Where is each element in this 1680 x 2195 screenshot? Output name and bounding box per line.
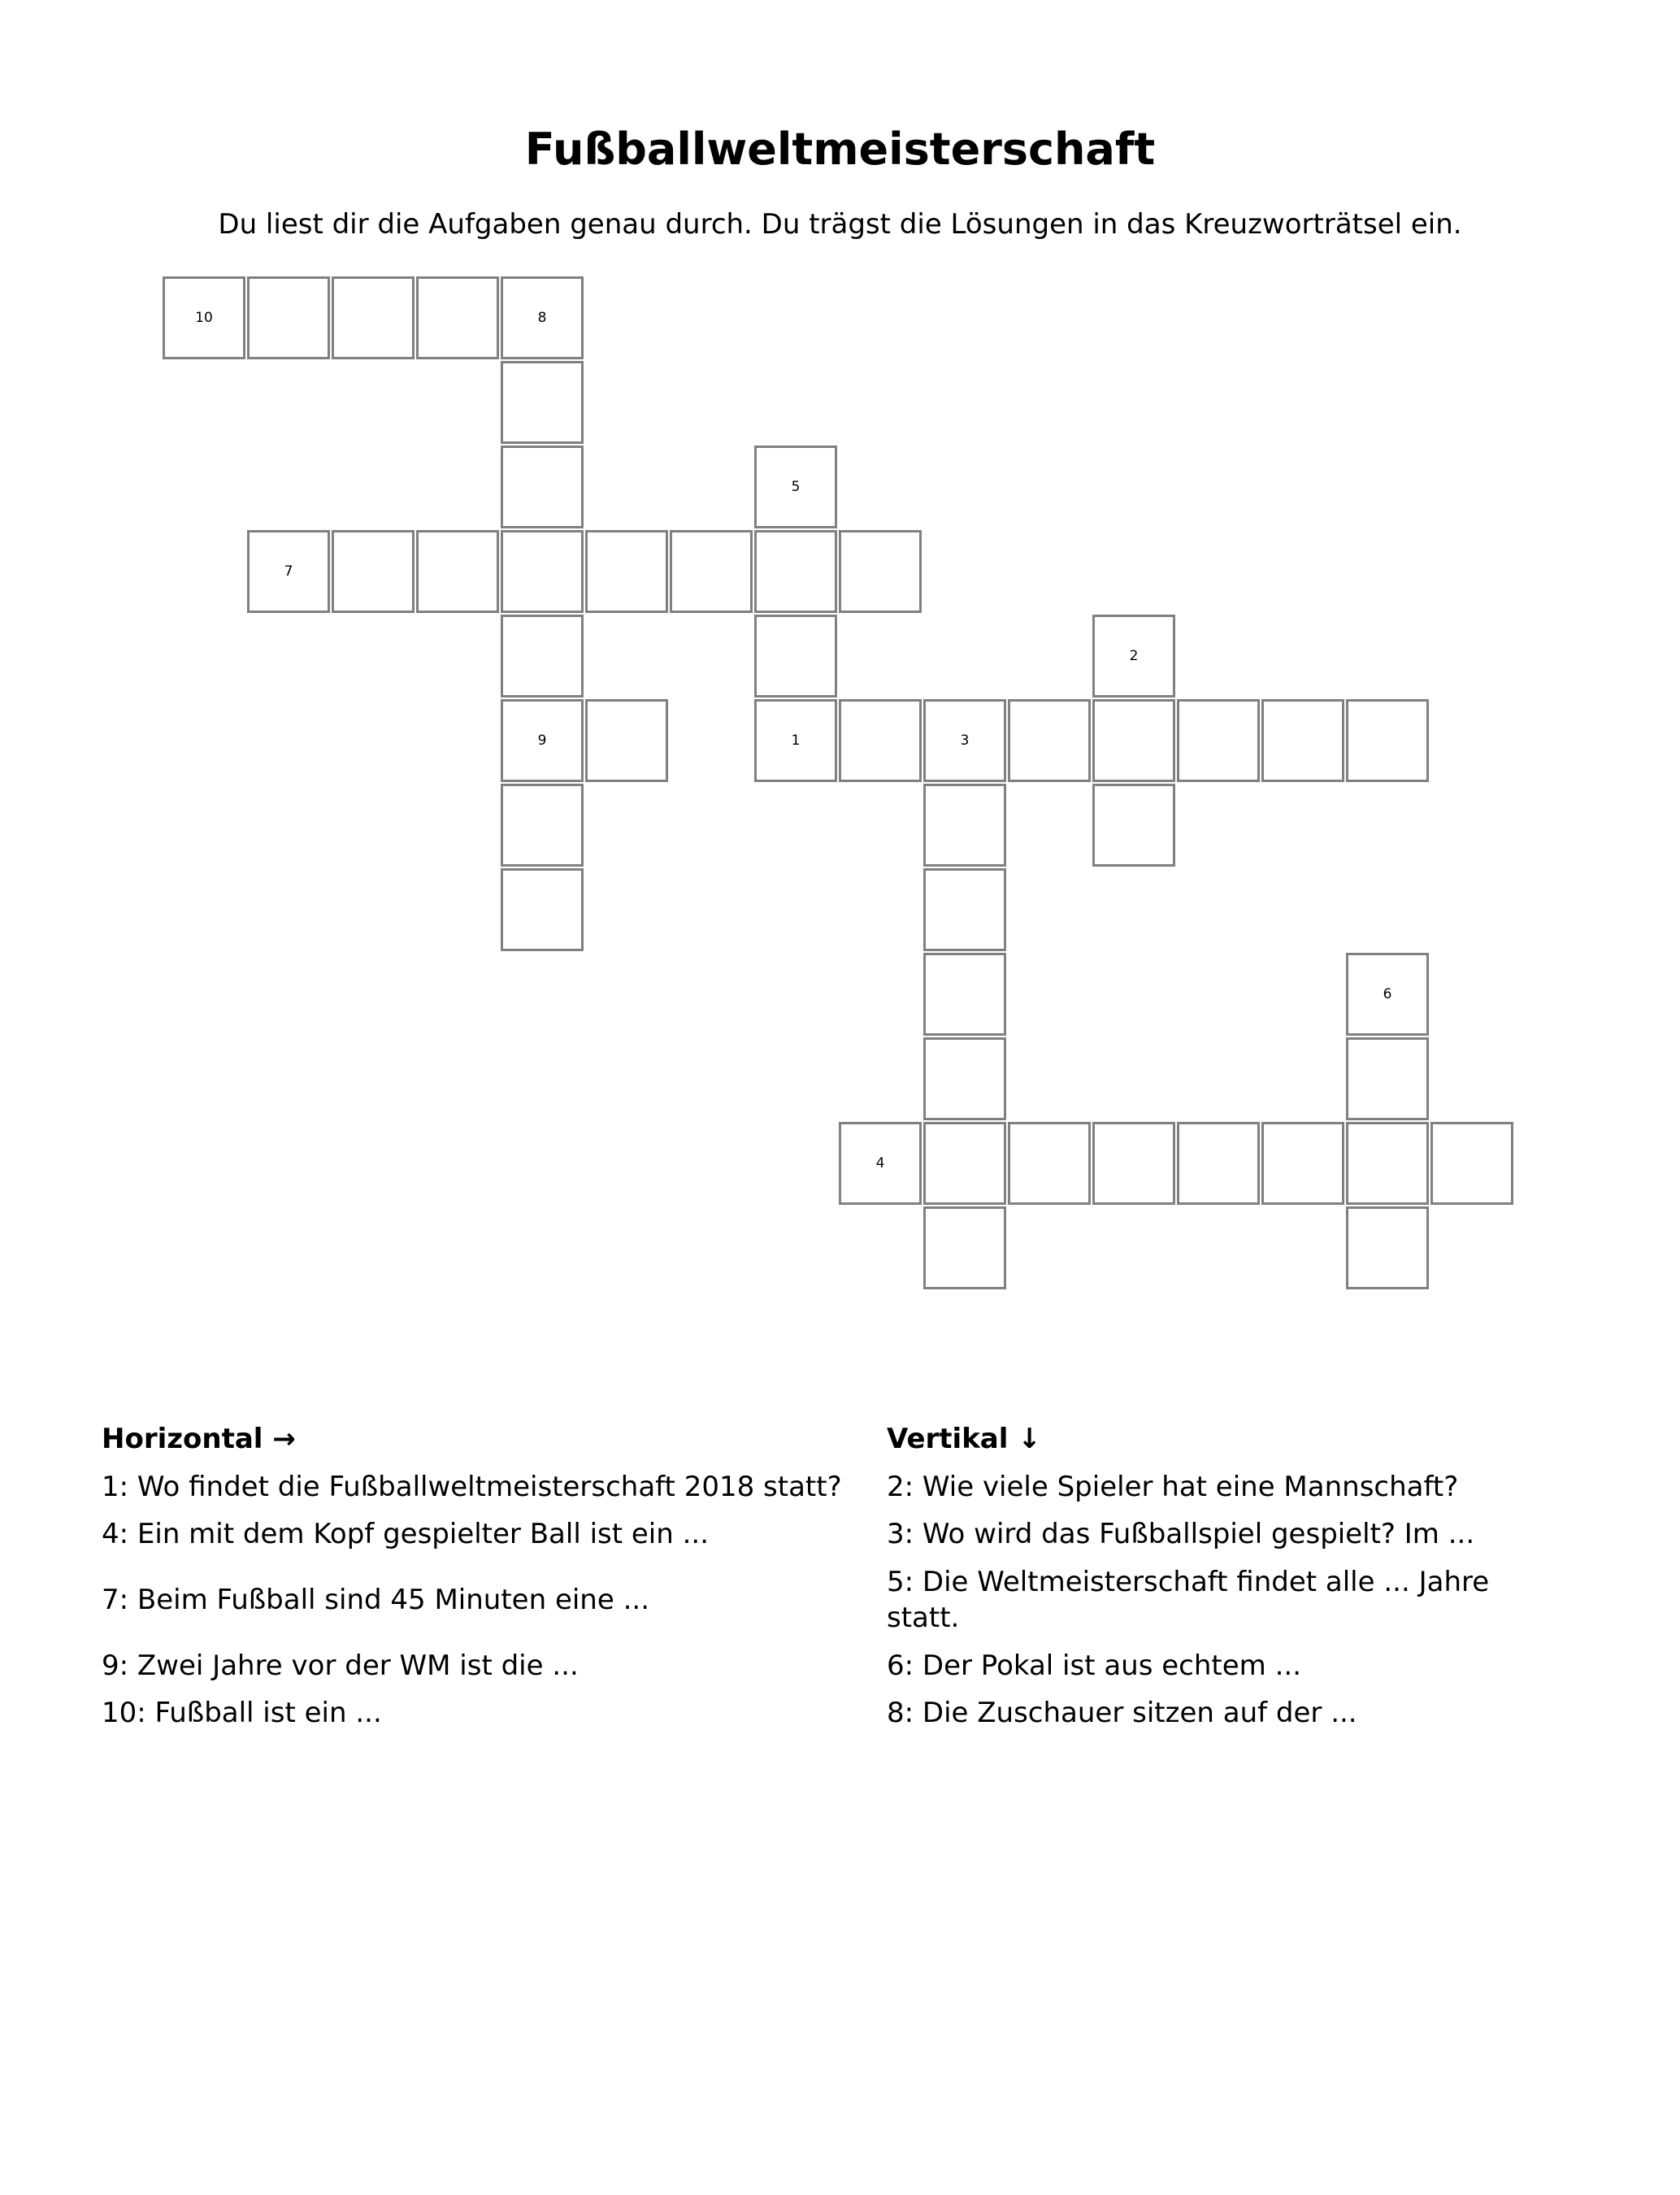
crossword-cell[interactable] [754, 615, 837, 698]
clue-number: 1 [791, 732, 801, 749]
clues-horizontal-heading: Horizontal → [102, 1423, 296, 1455]
clues-horizontal-list [102, 1463, 866, 1736]
clue-vertical-3: 3: Wo wird das Fußballspiel gespielt? Im ... [887, 1518, 1475, 1550]
clue-number: 9 [537, 732, 547, 749]
crossword-cell[interactable] [1346, 699, 1429, 782]
crossword-cell[interactable] [923, 1037, 1006, 1120]
crossword-cell[interactable] [754, 699, 837, 782]
clue-vertical-5: 5: Die Weltmeisterschaft findet alle ... Jahre statt. [887, 1566, 1490, 1634]
crossword-cell[interactable] [1092, 615, 1175, 698]
clue-vertical-6: 6: Der Pokal ist aus echtem ... [887, 1650, 1302, 1682]
crossword-cell[interactable] [501, 699, 584, 782]
clue-horizontal-9: 9: Zwei Jahre vor der WM ist die ... [102, 1650, 579, 1682]
clue-horizontal-10: 10: Fußball ist ein ... [102, 1697, 382, 1729]
clues-vertical [887, 1421, 1561, 1736]
clue-number: 8 [537, 310, 547, 326]
crossword-cell[interactable] [247, 530, 330, 613]
crossword-cell[interactable] [1346, 953, 1429, 1036]
crossword-cell[interactable] [839, 1122, 922, 1205]
crossword-cell[interactable] [670, 530, 753, 613]
crossword-cell[interactable] [1261, 699, 1344, 782]
crossword-cell[interactable] [839, 530, 922, 613]
clues-vertical-list [887, 1463, 1561, 1736]
crossword-cell[interactable] [501, 868, 584, 951]
clue-number: 2 [1129, 648, 1139, 664]
crossword-cell[interactable] [332, 276, 415, 359]
clues-vertical-heading: Vertikal ↓ [887, 1423, 1041, 1455]
clue-number: 3 [960, 732, 970, 749]
crossword-cell[interactable] [1261, 1122, 1344, 1205]
instructions-text: Du liest dir die Aufgaben genau durch. Du trägst die Lösungen in das Kreuzworträtsel ein. [218, 208, 1462, 241]
clue-number: 7 [284, 563, 293, 580]
crossword-cell[interactable] [1092, 784, 1175, 867]
crossword-cell[interactable] [585, 530, 668, 613]
crossword-cell[interactable] [416, 276, 499, 359]
crossword-cell[interactable] [501, 276, 584, 359]
crossword-cell[interactable] [332, 530, 415, 613]
crossword-cell[interactable] [1177, 1122, 1260, 1205]
crossword-cell[interactable] [163, 276, 245, 359]
crossword-cell[interactable] [1008, 699, 1091, 782]
crossword-cell[interactable] [416, 530, 499, 613]
clues-horizontal [102, 1421, 866, 1736]
clue-number: 5 [791, 479, 801, 495]
clue-vertical-2: 2: Wie viele Spieler hat eine Mannschaft? [887, 1471, 1459, 1503]
clue-horizontal-1: 1: Wo findet die Fußballweltmeisterschaft 2018 statt? [102, 1471, 842, 1503]
crossword-grid [163, 276, 1516, 1293]
crossword-cell[interactable] [923, 699, 1006, 782]
crossword-cell[interactable] [501, 361, 584, 444]
crossword-cell[interactable] [501, 615, 584, 698]
crossword-cell[interactable] [585, 699, 668, 782]
crossword-cell[interactable] [501, 446, 584, 528]
crossword-cell[interactable] [1177, 699, 1260, 782]
clue-horizontal-4: 4: Ein mit dem Kopf gespielter Ball ist ein ... [102, 1518, 710, 1550]
crossword-cell[interactable] [1346, 1206, 1429, 1289]
page-title: Fußballweltmeisterschaft [524, 124, 1156, 175]
clue-vertical-8: 8: Die Zuschauer sitzen auf der ... [887, 1697, 1357, 1729]
clue-number: 10 [195, 310, 213, 326]
clue-horizontal-7: 7: Beim Fußball sind 45 Minuten eine ... [102, 1584, 650, 1616]
crossword-cell[interactable] [1346, 1037, 1429, 1120]
crossword-cell[interactable] [1092, 699, 1175, 782]
crossword-cell[interactable] [1008, 1122, 1091, 1205]
crossword-cell[interactable] [247, 276, 330, 359]
crossword-cell[interactable] [923, 1206, 1006, 1289]
crossword-cell[interactable] [923, 868, 1006, 951]
crossword-cell[interactable] [1346, 1122, 1429, 1205]
crossword-cell[interactable] [923, 953, 1006, 1036]
clue-number: 4 [875, 1155, 885, 1171]
crossword-cell[interactable] [923, 784, 1006, 867]
crossword-cell[interactable] [754, 446, 837, 528]
crossword-cell[interactable] [501, 784, 584, 867]
crossword-cell[interactable] [754, 530, 837, 613]
clue-number: 6 [1383, 986, 1392, 1002]
crossword-cell[interactable] [1092, 1122, 1175, 1205]
crossword-cell[interactable] [839, 699, 922, 782]
crossword-cell[interactable] [923, 1122, 1006, 1205]
crossword-cell[interactable] [501, 530, 584, 613]
crossword-cell[interactable] [1430, 1122, 1513, 1205]
